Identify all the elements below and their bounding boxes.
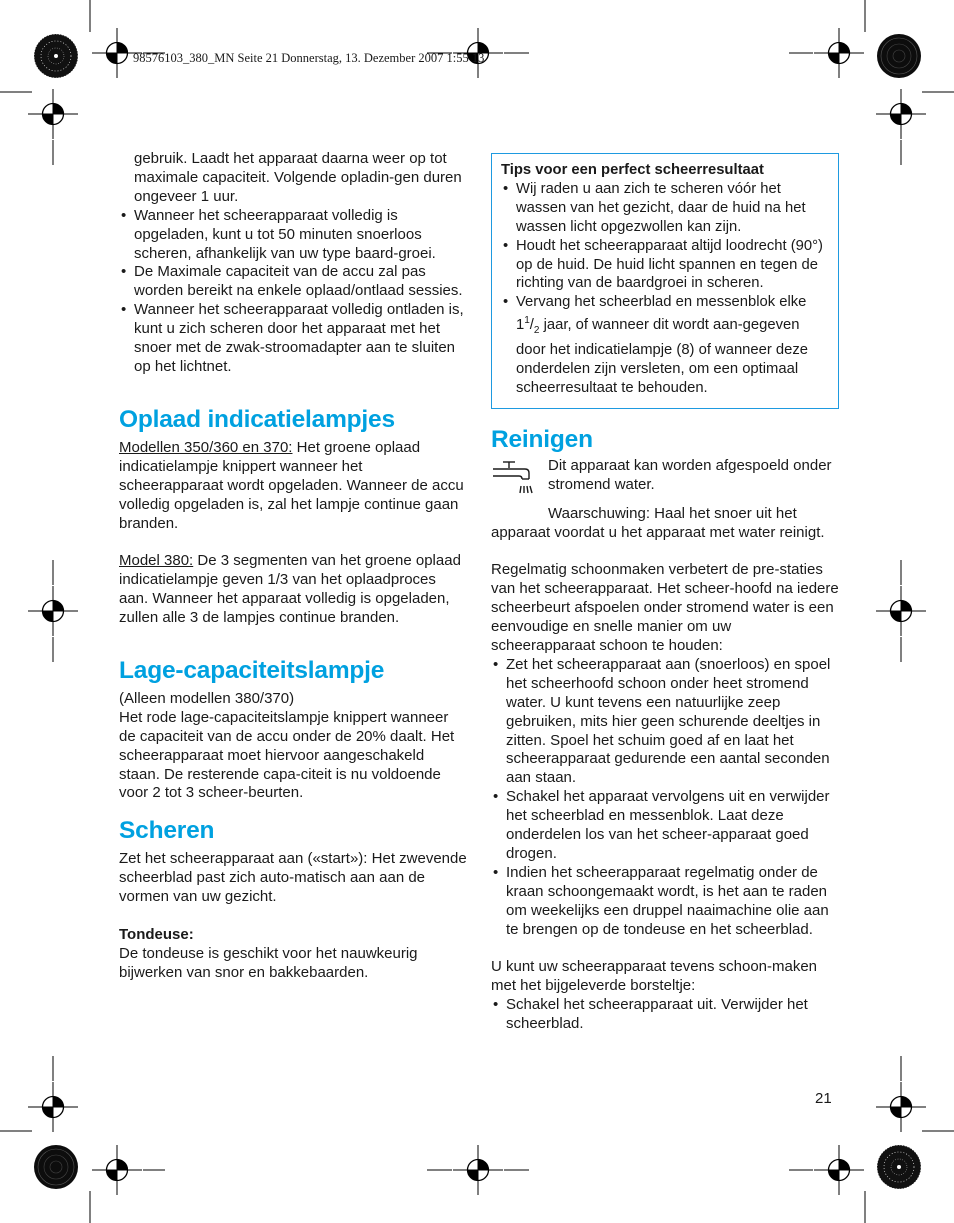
tondeuse-text: De tondeuse is geschikt voor het nauwkeurig bijwerken van snor en bakkebaarden.: [119, 944, 418, 981]
rinse-note: [491, 457, 839, 505]
tips-title: Tips voor een perfect scheerresultaat: [501, 162, 764, 178]
oplaad-paragraph-2: [119, 552, 469, 628]
heading-lage-capaciteit: Lage-capaciteitslampje: [119, 656, 385, 684]
lage-note: (Alleen modellen 380/370): [119, 689, 295, 707]
page-number: 21: [815, 1090, 832, 1107]
lage-text: Het rode lage-capaciteitslampje knippert wanneer de capaciteit van de accu onder de 20% daalt. Het scheerapparaat moet hiervoor aangeschakeld staan. De resterende capa-citeit is nu voldoende voor 2 tot 3 scheer-beurten.: [119, 708, 455, 802]
right-column: [491, 153, 839, 1034]
tip-text: Vervang het scheerblad en messenblok elke 1: [516, 294, 807, 334]
list-item: • De Maximale capaciteit van de accu zal pas worden bereikt na enkele oplaad/ontlaad sessies.: [119, 263, 469, 301]
list-item: • Indien het scheerapparaat regelmatig onder de kraan schoongemaakt wordt, is het aan te raden om weekelijks een druppel naaimachine olie aan te brengen op de tondeuse en het scheerblad.: [491, 864, 839, 940]
model-label: Model 380:: [119, 552, 194, 570]
tips-box: [491, 153, 839, 409]
paragraph-text: De 3 segmenten van het groene oplaad indicatielampje geven 1/3 van het oplaadproces aan. Wanneer het apparaat volledig is opgeladen, zullen alle 3 de lampjes continue branden.: [119, 552, 461, 627]
heading-reinigen: Reinigen: [491, 425, 593, 453]
left-column: [119, 150, 469, 983]
heading-scheren: Scheren: [119, 817, 215, 845]
list-item: • Schakel het scheerapparaat uit. Verwijder het scheerblad.: [491, 996, 839, 1034]
rinse-text: Dit apparaat kan worden afgespoeld onder stromend water.: [548, 456, 832, 493]
cleaning-intro: Regelmatig schoonmaken verbetert de pre-staties van het scheerapparaat. Het scheer-hoofd na iedere scheerbeurt afspoelen onder stromend water is een eenvoudige en snelle manier om uw scheerapparaat schoon te houden:: [491, 561, 839, 654]
list-item: • Wanneer het scheerapparaat volledig ontladen is, kunt u zich scheren door het apparaat met het snoer met de zwak-stroomadapter aan te sluiten op het lichtnet.: [119, 301, 469, 377]
heading-oplaad: Oplaad indicatielampjes: [119, 405, 395, 433]
print-slug: 98576103_380_MN Seite 21 Donnerstag, 13. Dezember 2007 1:55 13: [133, 51, 485, 65]
fraction-numerator: 1: [524, 315, 530, 327]
paragraph-text: Het groene oplaad indicatielampje knippert wanneer het scheerapparaat wordt opgeladen. Wanneer de accu volledig opgeladen is, zal het lampje continue gaan branden.: [119, 438, 464, 532]
brush-bullets: [491, 996, 839, 1034]
tips-list: [501, 180, 829, 398]
list-item: • Wanneer het scheerapparaat volledig is opgeladen, kunt u tot 50 minuten snoerloos scheren, afhankelijk van uw type baard-groei.: [119, 207, 469, 264]
charging-bullets: [119, 207, 469, 377]
list-item: • Wij raden u aan zich te scheren vóór het wassen van het gezicht, daar de huid na het wassen licht opgezwollen kan zijn.: [501, 180, 829, 237]
tip-text: jaar, of wanneer dit wordt aan-gegeven door het indicatielampje (8) of wanneer deze onderdelen zijn versleten, om een optimaal scheerresultaat te behouden.: [516, 317, 809, 396]
list-item: • Houdt het scheerapparaat altijd loodrecht (90°) op de huid. De huid licht spannen en tegen de richting van de baardgroei in scheren.: [501, 237, 829, 294]
model-label: Modellen 350/360 en 370:: [119, 438, 293, 456]
warning-text: [491, 505, 839, 543]
faucet-icon: [491, 459, 537, 499]
fraction-denominator: 2: [533, 325, 540, 337]
list-item: • Schakel het apparaat vervolgens uit en verwijder het scheerblad en messenblok. Laat deze onderdelen los van het scheer-apparaat goed drogen.: [491, 788, 839, 864]
tondeuse-label: Tondeuse:: [119, 925, 194, 943]
brush-intro: U kunt uw scheerapparaat tevens schoon-maken met het bijgeleverde borsteltje:: [491, 958, 818, 995]
list-item: • Zet het scheerapparaat aan (snoerloos) en spoel het scheerhoofd schoon onder heet stromend water. U kunt tevens een natuurlijke zeep gebruiken, mits hier geen schurende deeltjes in zitten. Spoel het schuim goed af en laat het scheerapparaat gedurende een aantal seconden aan staan.: [491, 656, 839, 788]
scheren-text: Zet het scheerapparaat aan («start»): Het zwevende scheerblad past zich auto-matisch aan aan de vormen van uw gezicht.: [119, 850, 467, 906]
oplaad-paragraph-1: [119, 439, 469, 534]
cleaning-bullets: [491, 656, 839, 940]
warning-span: Waarschuwing: Haal het snoer uit het apparaat voordat u het apparaat met water reinigt.: [491, 504, 825, 541]
list-item: • Vervang het scheerblad en messenblok elke $1^1/_2$ jaar, of wanneer dit wordt aan-gegeven door het indicatielampje (8) of wanneer deze onderdelen zijn versleten, om een optimaal scheerresultaat te behouden.: [501, 293, 829, 397]
intro-text: gebruik. Laadt het apparaat daarna weer op tot maximale capaciteit. Volgende opladin-gen duren ongeveer 1 uur.: [134, 150, 462, 205]
